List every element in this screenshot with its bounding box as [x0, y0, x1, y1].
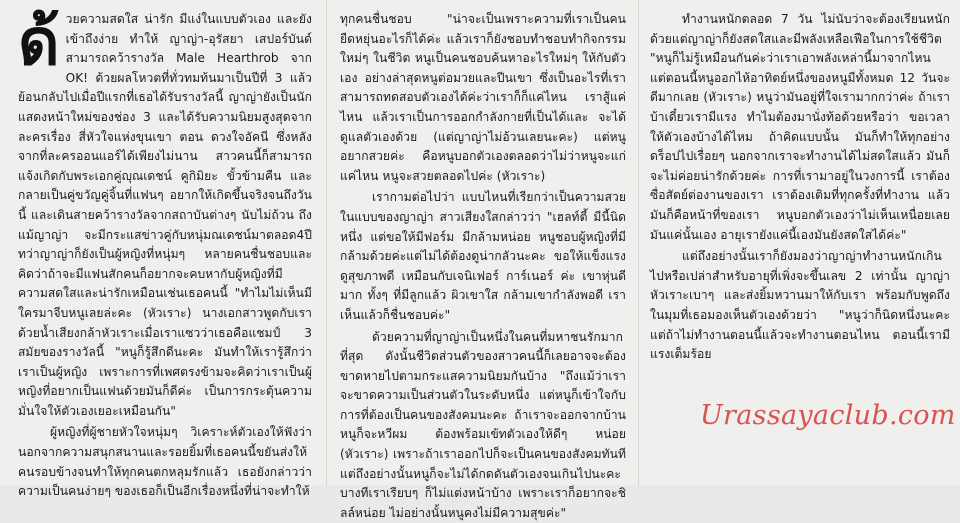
paragraph	[650, 10, 950, 245]
paragraph	[650, 247, 950, 365]
article-column-1	[18, 0, 312, 485]
paragraph-text: ด้วยความที่ญาญ่าเป็นหนึ่งในคนที่มหาชนรักมากที่สุด ดังนั้นชีวิตส่วนตัวของสาวคนนี้ก็เลยอาจจะต้องขาดหายไปตามกระแสความนิยมกันบ้าง "ถึงแม้ว่าเราจะขาดความเป็นส่วนตัวในระดับหนึ่ง แต่หนูก็เข้าใจกับการที่ต้องเป็นคนของสังคมนะคะ ถ้าเราจะออกจากบ้าน หนูก็จะหวีผม ต้องพร้อมเข้ทตัวเองให้ดีๆ หน่อย (หัวเราะ) เพราะถ้าเราออกไปก็จะเป็นคนของสังคมทันที แต่ถึงอย่างนั้นหนูก็จะไม่ได้กดดันตัวเองจนเกินไปนะคะ บางทีเราเรียบๆ ก็ไม่แต่งหน้าบ้าง เพราะเราก็อยากจะชิลล์หน่อย ไม่อย่างนั้นหนูคงไม่มีความสุขค่ะ"	[340, 330, 626, 520]
paragraph-text: ผู้หญิงที่ผู้ชายหัวใจหนุ่มๆ วิเคราะห์ตัวเองให้ฟังว่า นอกจากความสนุกสนานและรอยยิ้มที่เธอคนนี้ขยันส่งให้คนรอบข้างจนทำให้ทุกคนตกหลุมรักแล้ว เธอยังกล่าวว่า ความเป็นคนง่ายๆ ของเธอก็เป็นอีกเรื่องหนึ่งที่น่าจะทำให้	[18, 425, 312, 498]
watermark: Urassayaclub.com	[700, 400, 956, 431]
column-divider	[638, 0, 639, 485]
article-column-2	[340, 0, 626, 485]
paragraph	[340, 328, 626, 523]
paragraph-text: เรากามต่อไปว่า แบบไหนที่เรียกว่าเป็นความสวยในแบบของญาญ่า สาวเสียงใสกล่าวว่า "เฮลท์ตี้ มีนี้นิดหนึ่ง แต่ขอให้มีฟอร์ม มีกล้ามหน่อย หนูชอบผู้หญิงที่มีกล้ามด้วยค่ะแต่ไม่ได้ต้องดูน่ากลัวนะคะ ขอให้แข็งแรง ดูสุขภาพดี เหมือนกับเจนิเฟอร์ การ์เนอร์ ค่ะ เขาหุ่นดีมาก ทั้งๆ ที่มีลูกแล้ว ผิวเขาใส กล้ามเขากำลังพอดี เราเห็นแล้วก็ชื่นชอบค่ะ"	[340, 190, 626, 322]
paragraph: วยความสดใส น่ารัก มีแง่ในแบบตัวเอง และยังเข้าถึงง่าย ทำให้ ญาญ่า-อุรัสยา เสปอร์บันด์ สามารถคว้ารางวัล Male Hearthrob จาก OK! ด้วยผลโหวตที่ทั่วทมท้นมาเป็นปีที่ 3 แล้ว ย้อนกลับไปเมื่อปีแรกที่เธอได้รับรางวัลนี้ ญาญ่ายังเป็นนักแสดงหน้าใหม่ของช่อง 3 และได้รับความนิยมสูงสุดจากละครเรื่อง สี่หัวใจแห่งขุนเขา ตอน ดวงใจอัคนี ซึ่งหลังจากที่ละครออนแอร์ได้เพียงไม่นาน สาวคนนี้ก็สามารถแจ้งเกิดกับพระเอกคู่ญุณเดชน์ คูกิมิยะ ขั้วข้ามคืน และกลายเป็นคู่ขวัญคู่จิ้นที่แฟนๆ อยากให้เกิดขึ้นจริงจนถึงวันนี้ และเดินสายคว้ารางวัลจากสถาบันต่างๆ นับไม่ถ้วน ถึงแม้ญาญ่า จะมีกระแสข่าวคู่กับหนุ่มณเดชน์มาตลอด4ปี ทว่าญาญ่าก็ยังเป็นผู้หญิงที่หนุ่มๆ หลายคนชื่นชอบและคิดว่าถ้าจะมีแฟนสักคนก็อยากจะคบหากับผู้หญิงที่มีความสดใสและน่ารักเหมือนเช่นเธอคนนี้ "ทำไมไม่เห็นมีใครมาจีบหนูเลยล่ะคะ (หัวเราะ) นางเอกสาวพูดกับเราด้วยน้ำเสียงกล้าหัวเราะเมื่อเราแซวว่าเธอคือแชมป์ 3 สมัยของรางวัลนี้ "หนูก็รู้สึกดีนะคะ มันทำให้เรารู้สึกว่า เราเป็นผู้หญิง เพราะการที่เพศตรงข้ามจะคิดว่าเราเป็นผู้หญิงที่อยากเป็นแฟนด้วยมันก็ดีค่ะ เป็นการกระตุ้นความมั่นใจให้ตัวเองเยอะเหมือนกัน"	[18, 10, 312, 421]
paragraph: ทุกคนชื่นชอบ "น่าจะเป็นเพราะความที่เราเป็นคนยืดหยุ่นอะไรก็ได้ค่ะ แล้วเราก็ยังชอบทำชอบทำกิจกรรมใหม่ๆ ในชีวิต หนูเป็นคนชอบค้นหาอะไรใหม่ๆ ให้กับตัวเอง อย่างล่าสุดหนูต่อมวยและปีนเขา ซึ่งเป็นอะไรที่เราสามารถทดสอบตัวเองได้ค่ะว่าเราก็ก็แค่ไหน เราสู้แค่ไหน แล้วเราเป็นการออกกำลังกายที่เป็นได้และ จะได้ดูแลตัวเองด้วย (แต่ญาญ่าไม่อ้วนเลยนะคะ) แต่หนูอยากสวยค่ะ คือหนูบอกตัวเองตลอดว่าไม่ว่าหนูจะแก่แค่ไหน หนูจะสวยตลอดไปค่ะ (หัวเราะ)	[340, 10, 626, 186]
paragraph-text: ทำงานหนักตลอด 7 วัน ไม่นับว่าจะต้องเรียนหนักด้วยแต่ญาญ่าก็ยังสดใสและมีพลังเหลือเฟือในการใช้ชีวิต "หนูก็ไม่รู้เหมือนกันค่ะว่าเราเอาพลังเหล่านี้มาจากไหน แต่ตอนนี้หนูออกไห้อาทิตย์หนึ่งของหนูมีทั้งหมด 12 วันจะดีมากเลย (หัวเราะ) หนูว่ามันอยู่ที่ใจเรามากกว่าค่ะ ถ้าเราบ้าเดี๋ยวเรามีแรง ทำไมต้องมานั่งท้อด้วยหรือว่า ขอเวลาให้ตัวเองบ้างได้ไหม ถ้าคิดแบบนั้น มันก็ทำให้ทุกอย่างดร็อปไปเรื่อยๆ นอกจากเราจะทำงานได้ไม่สดใสแล้ว มันก็จะไม่ค่อยน่ารักด้วยค่ะ การที่เรามาอยู่ในวงการนี้ เราต้องซื่อสัตย์ต่องานของเรา เราต้องเติมที่ทุกครั้งที่ทำงาน แล้วมันก็คือหน้าที่ของเรา หนูบอกตัวเองว่าไม่เห็นเหนื่อยเลย มันแค่นั้นเอง อายุเรายังแค่นี้เองมันยังสดใสได้ค่ะ"	[650, 12, 950, 242]
paragraph	[340, 188, 626, 325]
paragraph-text: แต่ถึงอย่างนั้นเราก็ยังมองว่าญาญ่าทำงานหนักเกินไปหรือเปล่าสำหรับอายุที่เพิ่งจะขึ้นเลข 2 เท่านั้น ญาญ่าหัวเราะเบาๆ และส่งยิ้มหวานมาให้กับเรา พร้อมกับพูดถึงในมุมที่เธอมองเห็นตัวเองด้วยว่า "หนูว่าก็นิดหนึ่งนะคะ แต่ถ้าไม่ทำงานตอนนี้แล้วจะทำงานตอนไหน ตอนนี้เรามีแรงเต็มร้อย	[650, 249, 950, 361]
column-divider	[326, 0, 327, 485]
drop-cap: ด้	[18, 14, 60, 72]
paragraph	[18, 423, 312, 501]
